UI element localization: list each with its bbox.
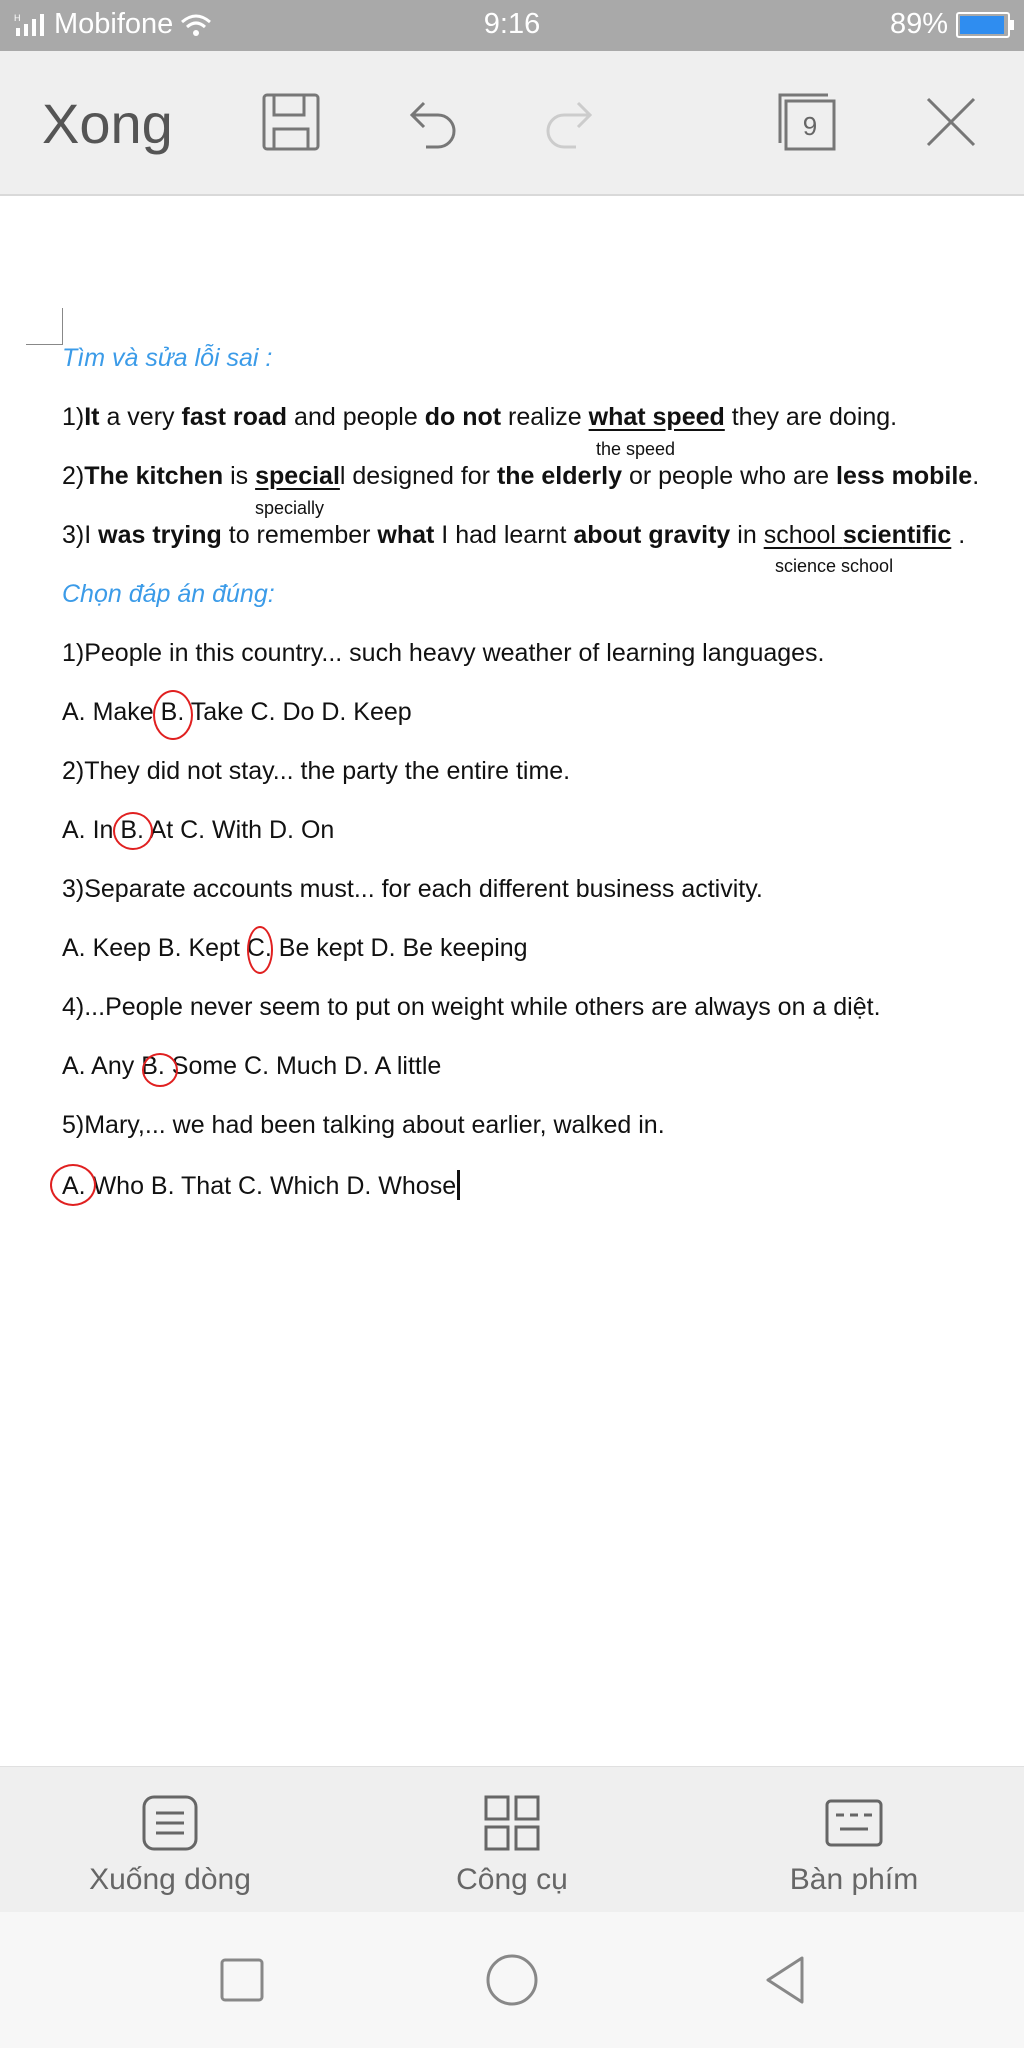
editor-toolbar (0, 51, 1024, 196)
battery-percent: 89% (889, 8, 948, 40)
clock: 9:16 (483, 8, 541, 40)
question-1: 1)People in this country... such heavy weather of learning languages. (62, 639, 825, 667)
keyboard-label: Bàn phím (789, 1863, 919, 1896)
answer-options-2: A. In B. At C. With D. On (62, 816, 335, 844)
selected-answer-circle-5 (50, 1164, 96, 1206)
new-line-button[interactable] (0, 1767, 340, 1913)
new-line-label: Xuống dòng (89, 1863, 251, 1896)
tools-button[interactable] (342, 1767, 682, 1913)
text-cursor (457, 1170, 460, 1200)
save-icon[interactable] (258, 89, 324, 155)
answer-options-3: A. Keep B. Kept C. Be kept D. Be keeping (62, 934, 528, 962)
answer-options-4: A. Any B. Some C. Much D. A little (62, 1052, 442, 1080)
tools-grid-icon (482, 1793, 542, 1853)
answer-options-5: A. Who B. That C. Which D. Whose (62, 1170, 460, 1201)
error-sentence-3: 3)I was trying to remember what I had learnt about gravity in school scientific . (62, 521, 966, 549)
recent-apps-icon[interactable] (214, 1952, 270, 2008)
keyboard-button[interactable] (684, 1767, 1024, 1913)
selected-answer-circle-2 (113, 812, 153, 850)
selected-answer-circle-3 (247, 926, 273, 974)
battery-icon (956, 12, 1010, 38)
system-nav-bar (0, 1912, 1024, 2048)
question-5: 5)Mary,... we had been talking about earlier, walked in. (62, 1111, 665, 1139)
error-sentence-2: 2)The kitchen is speciall designed for the elderly or people who are less mobile. (62, 462, 980, 490)
selected-answer-circle-4 (142, 1053, 178, 1087)
status-bar (0, 0, 1024, 51)
selected-answer-circle-1 (153, 690, 193, 740)
question-4: 4)...People never seem to put on weight while others are always on a diệt. (62, 993, 881, 1021)
correction-note-1: the speed (596, 439, 676, 459)
document-page[interactable] (0, 196, 1024, 1766)
close-icon[interactable] (918, 89, 984, 155)
keyboard-icon (824, 1793, 884, 1853)
bottom-action-bar (0, 1766, 1024, 1913)
redo-icon[interactable] (538, 89, 604, 155)
battery-status (890, 8, 1010, 41)
correction-note-2: specially (255, 498, 325, 518)
home-icon[interactable] (484, 1952, 540, 2008)
answer-options-1: A. Make B. Take C. Do D. Keep (62, 698, 412, 726)
heading-choose-answer: Chọn đáp án đúng: (62, 580, 275, 608)
question-2: 2)They did not stay... the party the entire time. (62, 757, 571, 785)
back-icon[interactable] (758, 1952, 814, 2008)
page-count: 9 (802, 111, 818, 141)
svg-text:H: H (14, 12, 21, 23)
new-line-icon (140, 1793, 200, 1853)
carrier-name: Mobifone (54, 8, 174, 40)
question-3: 3)Separate accounts must... for each different business activity. (62, 875, 763, 903)
correction-note-3: science school (775, 556, 894, 576)
tools-label: Công cụ (456, 1863, 568, 1896)
heading-find-errors: Tìm và sửa lỗi sai : (62, 344, 273, 372)
done-button[interactable]: Xong (42, 92, 173, 155)
undo-icon[interactable] (398, 89, 464, 155)
error-sentence-1: 1)It a very fast road and people do not realize what speed they are doing. (62, 403, 898, 431)
pages-icon[interactable] (774, 89, 840, 155)
margin-corner-mark (26, 308, 63, 345)
